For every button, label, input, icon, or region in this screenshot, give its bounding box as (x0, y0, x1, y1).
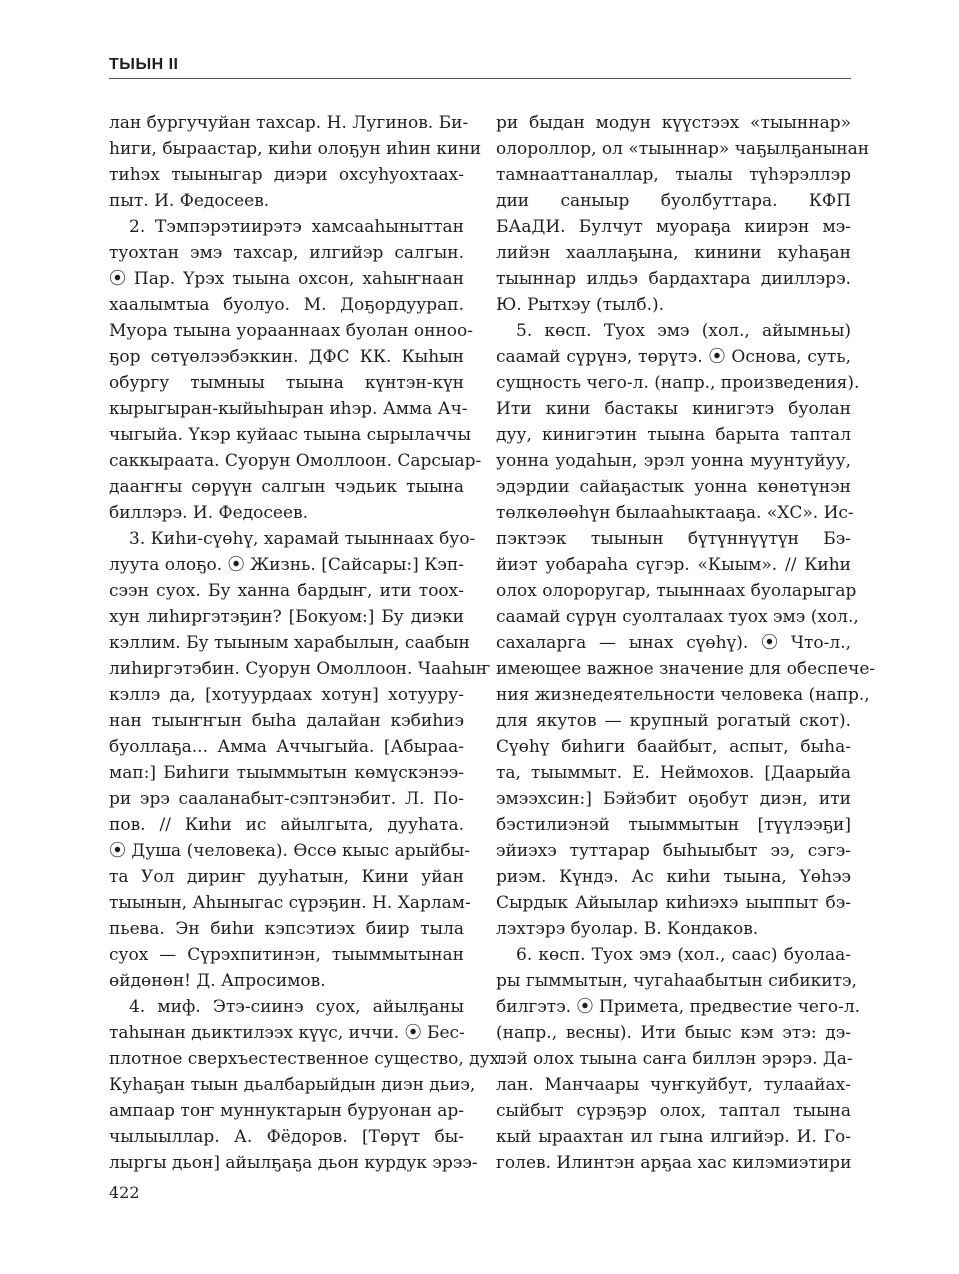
page-number: 422 (109, 1183, 140, 1202)
text-line: хаалымтыа буолуо. М. Доҕордуурап. (109, 295, 464, 315)
text-line: хун лиһиргэтэҕин? [Бокуом:] Бу диэки (109, 607, 464, 627)
text-line: кэллэ да, [хотуурдаах хотун] хотууру- (109, 685, 464, 705)
text-line: пов. // Киһи ис айылгыта, дууһата. (109, 815, 464, 835)
right-column (496, 110, 876, 1176)
text-line: луута олоҕо. ⦿ Жизнь. [Сайсары:] Кэп- (109, 555, 464, 575)
text-line: саккыраата. Суорун Омоллоон. Сарсыар- (109, 451, 482, 471)
text-line: 6. көсп. Туох эмэ (хол., саас) буолаа- (516, 945, 851, 965)
text-line: бэстилиэнэй тыыммытын [түүлээҕи] (496, 815, 851, 835)
text-line: ри эрэ сааланабыт-сэптэнэбит. Л. По- (109, 789, 464, 809)
text-line: тыынын, Аһыныгас сүрэҕин. Н. Харлам- (109, 893, 471, 913)
text-line: Ити кини бастакы кинигэтэ буолан (496, 399, 851, 419)
header-rule (109, 78, 851, 79)
text-line: кырыгыран-кыйыһыран иһэр. Амма Ач- (109, 399, 468, 419)
text-line: Сырдык Айыылар киһиэхэ ыыппыт бэ- (496, 893, 851, 913)
text-line: Куһаҕан тыын дьалбарыйдын диэн дьиэ, (109, 1075, 476, 1095)
text-line: лиһиргэтэбин. Суорун Омоллоон. Чааһыҥ (109, 659, 491, 679)
text-line: һиги, быраастар, киһи олоҕун иһин кини (109, 139, 482, 159)
text-line: ⦿ Душа (человека). Өссө кыыс арыйбы- (109, 841, 470, 861)
text-line: тиһэх тыыныгар диэри охсуһуохтаах- (109, 165, 464, 185)
text-line: туохтан эмэ тахсар, илгийэр салгын. (109, 243, 464, 263)
text-line: нан тыыҥҥын быһа далайан кэбиһиэ (109, 711, 464, 731)
text-line: голев. Илинтэн арҕаа хас килэмиэтири (496, 1153, 852, 1173)
text-line: уонна уодаһын, эрэл уонна муунтуйуу, (496, 451, 851, 471)
text-line: Муора тыына уорааннаах буолан онноо- (109, 321, 473, 341)
text-line: ⦿ Пар. Үрэх тыына охсон, хаһыҥнаан (109, 269, 464, 289)
text-line: плотное сверхъестественное существо, дух. (109, 1049, 505, 1069)
text-line: сахаларга — ынах сүөһү). ⦿ Что-л., (496, 633, 851, 653)
text-line: лэхтэрэ буолар. В. Кондаков. (496, 919, 759, 939)
text-line: кэллим. Бу тыыным харабылын, саабын (109, 633, 470, 653)
text-line: дуу, кинигэтин тыына барыта таптал (496, 425, 851, 445)
text-line: олороллор, ол «тыыннар» чаҕылҕанынан (496, 139, 870, 159)
text-line: тыыннар илдьэ бардахтара дииллэрэ. (496, 269, 851, 289)
text-line: сыйбыт сүрэҕэр олох, таптал тыына (496, 1101, 851, 1121)
text-line: тамнааттаналлар, тыалы түһэрэллэр (496, 165, 851, 185)
text-line: саамай сүрүнэ, төрүтэ. ⦿ Основа, суть, (496, 347, 851, 367)
text-line: таһынан дьиктилээх күүс, иччи. ⦿ Бес- (109, 1023, 465, 1043)
text-line: эйиэхэ туттарар быһыыбыт ээ, сэгэ- (496, 841, 851, 861)
text-line: 3. Киһи-сүөһү, харамай тыыннаах буо- (129, 529, 476, 549)
text-line: лыргы дьон] айылҕаҕа дьон курдук эрээ- (109, 1153, 478, 1173)
text-line: биллэрэ. И. Федосеев. (109, 503, 309, 523)
text-line: эдэрдии сайаҕастык уонна көнөтүнэн (496, 477, 851, 497)
text-line: суох — Сүрэхпитинэн, тыыммытынан (109, 945, 464, 965)
text-line: ампаар тоҥ муннуктарын буруонан ар- (109, 1101, 464, 1121)
text-line: имеющее важное значение для обеспече- (496, 659, 876, 679)
text-line: дии саныыр буолбуттара. КФП (496, 191, 851, 211)
text-line: дааҥҥы сөрүүн салгын чэдьик тыына (109, 477, 464, 497)
text-line: билгэтэ. ⦿ Примета, предвестие чего-л. (496, 997, 861, 1017)
text-line: ры гыммытын, чугаһаабытын сибикитэ, (496, 971, 857, 991)
text-line: та Уол дириҥ дууһатын, Кини уйан (109, 867, 464, 887)
text-line: мап:] Биһиги тыыммытын көмүскэнээ- (109, 763, 464, 783)
text-line: обургу тымныы тыына күнтэн-күн (109, 373, 464, 393)
text-line: ния жизнедеятельности человека (напр., (496, 685, 870, 705)
text-line: эмээхсин:] Бэйэбит оҕобут диэн, ити (496, 789, 851, 809)
text-line: кый ыраахтан ил гына илгийэр. И. Го- (496, 1127, 851, 1147)
text-line: төлкөлөөһүн былааһыктааҕа. «ХС». Ис- (496, 503, 854, 523)
text-line: пыт. И. Федосеев. (109, 191, 270, 211)
text-line: БАаДИ. Булчут муораҕа киирэн мэ- (496, 217, 851, 237)
text-line: өйдөнөн! Д. Апросимов. (109, 971, 326, 991)
text-line: риэм. Күндэ. Ас киһи тыына, Үөһээ (496, 867, 851, 887)
text-line: Сүөһү биһиги баайбыт, аспыт, быһа- (496, 737, 851, 757)
running-header: ТЫЫН II (109, 56, 179, 73)
left-column (109, 110, 505, 1176)
text-line: сээн суох. Бу ханна бардыҥ, ити тоох- (109, 581, 464, 601)
text-line: лийэн хааллаҕына, кинини куһаҕан (496, 243, 851, 263)
text-line: 4. миф. Этэ-сиинэ суох, айылҕаны (129, 997, 464, 1017)
text-line: пьева. Эн биһи кэпсэтиэх биир тыла (109, 919, 464, 939)
text-line: ҕор сөтүөлээбэккин. ДФС КК. Кыһын (109, 347, 464, 367)
text-line: 5. көсп. Туох эмэ (хол., айымньы) (516, 321, 851, 341)
text-line: олох олороругар, тыыннаах буоларыгар (496, 581, 857, 601)
text-line: пэктээк тыынын бүтүннүүтүн Бэ- (496, 529, 851, 549)
text-line: ри быдан модун күүстээх «тыыннар» (496, 113, 851, 133)
text-line: сущность чего-л. (напр., произведения). (496, 373, 860, 393)
text-line: буоллаҕа... Амма Аччыгыйа. [Абыраа- (109, 737, 464, 757)
text-line: саамай сүрүн суолталаах туох эмэ (хол., (496, 607, 859, 627)
text-line: лан бургучуйан тахсар. Н. Лугинов. Би- (109, 113, 469, 133)
text-line: чыгыйа. Үкэр куйаас тыына сырылаччы (109, 425, 472, 445)
text-line: Ю. Рытхэу (тылб.). (496, 295, 665, 315)
text-line: для якутов — крупный рогатый скот). (496, 711, 851, 731)
text-line: чылыыллар. А. Фёдоров. [Төрүт бы- (109, 1127, 464, 1147)
text-line: йиэт уобараһа сүгэр. «Кыым». // Киһи (496, 555, 851, 575)
text-line: лэй олох тыына саҥа биллэн эрэрэ. Да- (496, 1049, 853, 1069)
text-line: лан. Манчаары чуҥкуйбут, тулаайах- (496, 1075, 851, 1095)
text-line: 2. Тэмпэрэтиирэтэ хамсааһыныттан (129, 217, 464, 237)
text-line: та, тыыммыт. Е. Неймохов. [Даарыйа (496, 763, 851, 783)
text-line: (напр., весны). Ити быыс кэм этэ: дэ- (496, 1023, 851, 1043)
